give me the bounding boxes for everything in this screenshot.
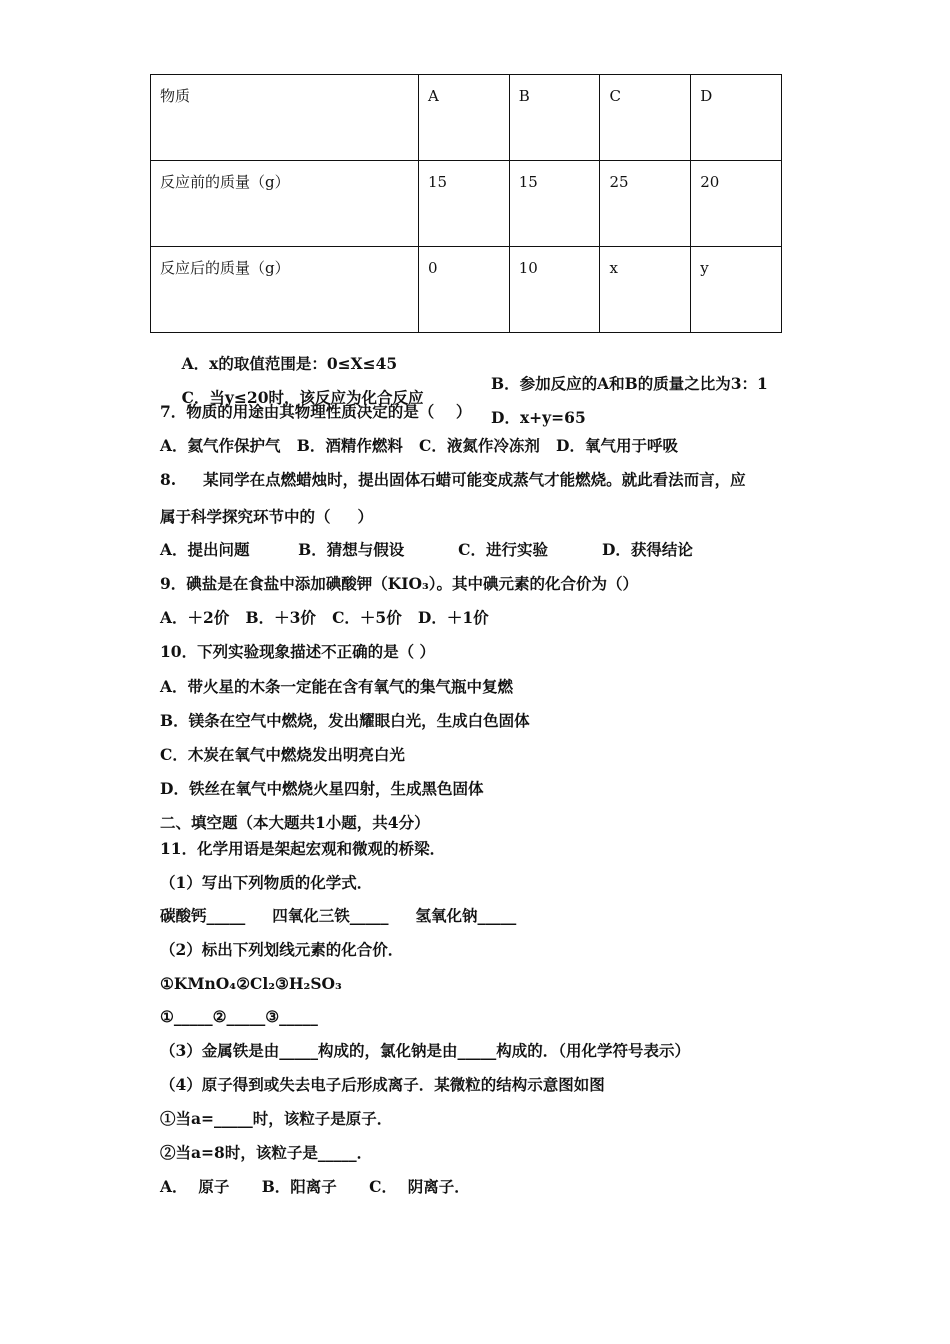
- table-cell: A: [419, 75, 510, 161]
- q11-part4-options: A． 原子 B．阳离子 C． 阴离子．: [160, 1177, 470, 1196]
- q11-part4-b: ②当a=8时，该粒子是_____．: [160, 1143, 373, 1162]
- q7-stem: 7．物质的用途由其物理性质决定的是（ ）: [160, 402, 472, 421]
- q8-stem-line1: 8. 某同学在点燃蜡烛时，提出固体石蜡可能变成蒸气才能燃烧。就此看法而言，应: [160, 470, 746, 489]
- q11-part4: （4）原子得到或失去电子后形成离子．某微粒的结构示意图如图: [160, 1075, 605, 1094]
- q11-part1: （1）写出下列物质的化学式．: [160, 873, 373, 892]
- q9-options: A．＋2价 B．＋3价 C．＋5价 D．＋1价: [160, 608, 489, 627]
- table-cell: 20: [691, 161, 782, 247]
- table-cell: B: [509, 75, 600, 161]
- q11-part3: （3）金属铁是由_____构成的，氯化钠是由_____构成的．（用化学符号表示）: [160, 1041, 691, 1060]
- table-cell: 物质: [151, 75, 419, 161]
- q10-stem: 10．下列实验现象描述不正确的是（ ）: [160, 642, 435, 661]
- q11-part4-a: ①当a=_____时，该粒子是原子．: [160, 1109, 393, 1128]
- q11-part2-blanks: ①_____②_____③_____: [160, 1007, 318, 1026]
- table-cell: 15: [509, 161, 600, 247]
- table-row: [151, 247, 782, 333]
- table-cell: 25: [600, 161, 691, 247]
- table-cell: 反应后的质量（g）: [151, 247, 419, 333]
- table-cell: 15: [419, 161, 510, 247]
- mass-table: [150, 74, 782, 333]
- q8-options: A．提出问题 B．猜想与假设 C．进行实验 D．获得结论: [160, 540, 693, 559]
- q7-options: A．氦气作保护气 B．酒精作燃料 C．液氮作冷冻剂 D．氧气用于呼吸: [160, 436, 678, 455]
- q6-option-c: C．当y≤20时，该反应为化合反应: [181, 388, 424, 407]
- q10-option-c: C．木炭在氧气中燃烧发出明亮白光: [160, 745, 405, 764]
- q11-stem: 11．化学用语是架起宏观和微观的桥梁．: [160, 839, 446, 858]
- q8-stem-line2: 属于科学探究环节中的（ ）: [160, 507, 373, 526]
- q10-option-b: B．镁条在空气中燃烧，发出耀眼白光，生成白色固体: [160, 711, 530, 730]
- table-cell: x: [600, 247, 691, 333]
- q6-option-b: B．参加反应的A和B的质量之比为3：1: [491, 374, 768, 393]
- table-cell: D: [691, 75, 782, 161]
- q6-option-a: A．x的取值范围是：0≤X≤45: [181, 354, 398, 373]
- table-cell: C: [600, 75, 691, 161]
- q11-part1-items: 碳酸钙_____ 四氧化三铁_____ 氢氧化钠_____: [160, 906, 517, 925]
- q10-option-d: D．铁丝在氧气中燃烧火星四射，生成黑色固体: [160, 779, 484, 798]
- table-row: [151, 161, 782, 247]
- table-cell: 0: [419, 247, 510, 333]
- q10-option-a: A．带火星的木条一定能在含有氧气的集气瓶中复燃: [160, 677, 514, 696]
- section-heading: 二、填空题（本大题共1小题，共4分）: [160, 813, 430, 832]
- table-header-row: [151, 75, 782, 161]
- q11-part2: （2）标出下列划线元素的化合价．: [160, 940, 404, 959]
- q9-stem: 9．碘盐是在食盐中添加碘酸钾（KIO₃）。其中碘元素的化合价为（）: [160, 574, 639, 593]
- q6-option-d: D．x+y=65: [491, 408, 586, 427]
- table-cell: 反应前的质量（g）: [151, 161, 419, 247]
- table-cell: y: [691, 247, 782, 333]
- q11-part2-items: ①KMnO₄②Cl₂③H₂SO₃: [160, 974, 342, 993]
- table-cell: 10: [509, 247, 600, 333]
